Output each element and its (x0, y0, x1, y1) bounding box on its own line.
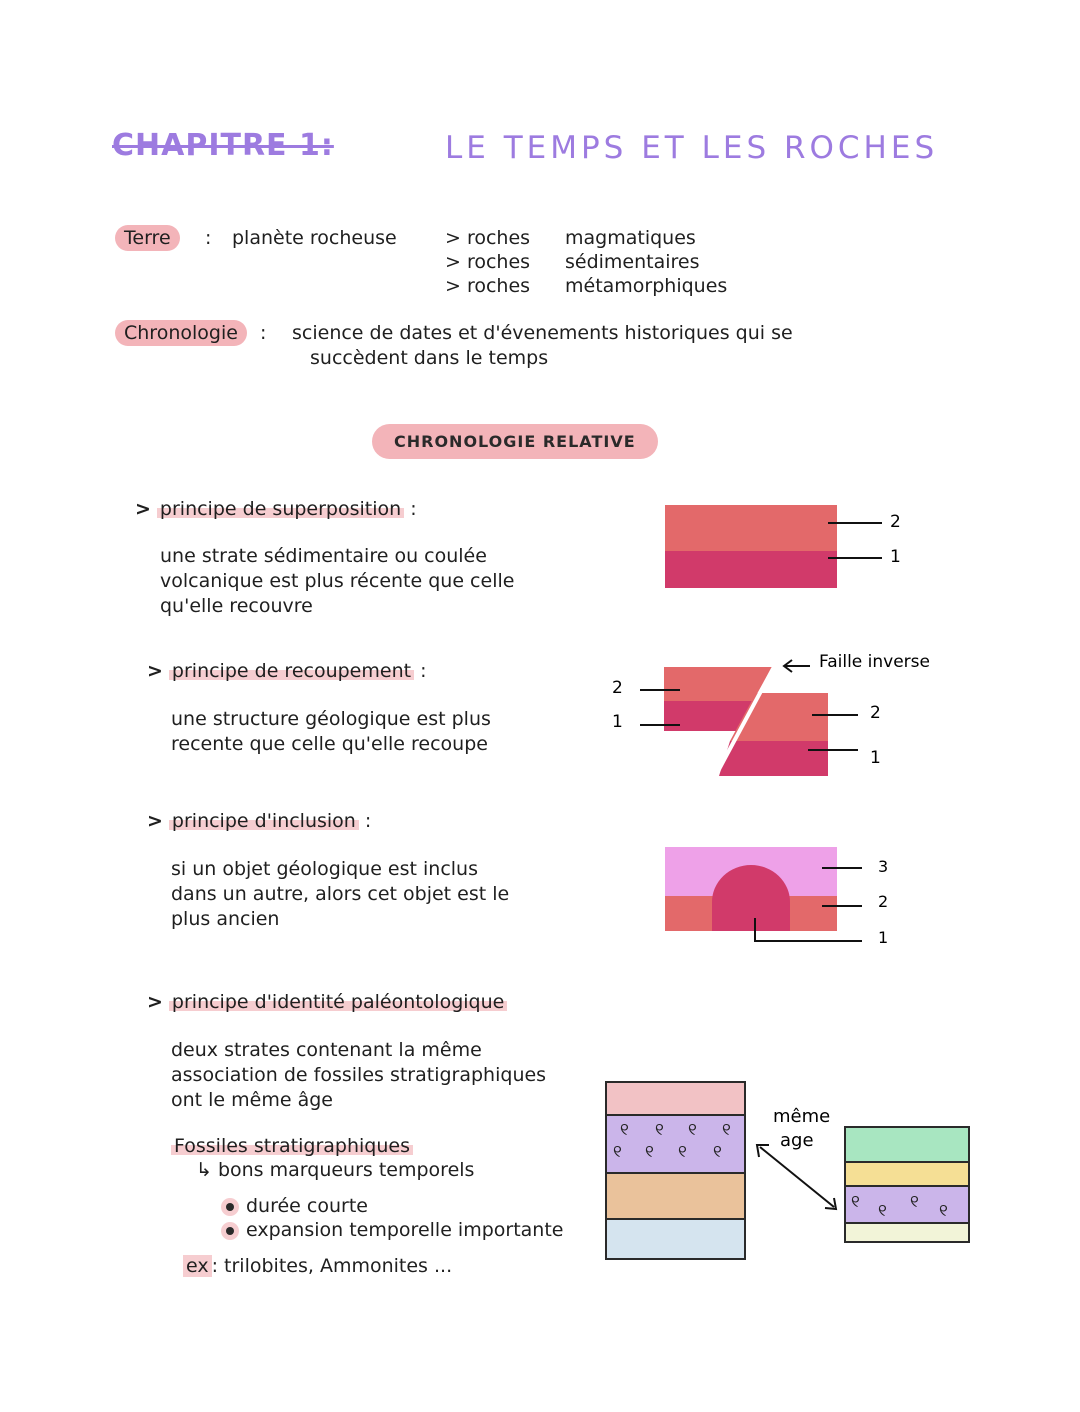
svg-text:୧: ୧ (851, 1192, 860, 1212)
label-2: 2 (890, 512, 901, 532)
example-line: ex : trilobites, Ammonites ... (183, 1254, 452, 1278)
right-strata-yellow (845, 1162, 969, 1186)
right-strata-cream (845, 1223, 969, 1242)
chronologie-line1: science de dates et d'évenements historiques qui se (292, 322, 793, 344)
chronologie-sep: : (260, 322, 267, 344)
section-title: CHRONOLOGIE RELATIVE (372, 424, 658, 459)
right-label-2: 2 (870, 703, 881, 723)
svg-text:୧: ୧ (722, 1120, 731, 1140)
label-1: 1 (890, 547, 901, 567)
fossiles-subtitle: ↳ bons marqueurs temporels (196, 1159, 475, 1181)
chapter-label: CHAPITRE 1: (112, 128, 334, 163)
svg-text:୧: ୧ (910, 1192, 919, 1212)
svg-text:୧: ୧ (620, 1120, 629, 1140)
identite-diagram (600, 1075, 980, 1270)
svg-text:୧: ୧ (713, 1142, 722, 1162)
label-3: 3 (878, 857, 889, 876)
terre-definition: planète rocheuse (232, 227, 397, 249)
svg-text:୧: ୧ (655, 1120, 664, 1140)
inclusion-text: si un objet géologique est inclus dans un autre, alors cet objet est le plus ancien (171, 858, 510, 930)
svg-text:୧: ୧ (878, 1201, 887, 1221)
recoupement-diagram (600, 645, 960, 790)
strata-2 (665, 505, 837, 551)
right-label-1: 1 (870, 748, 881, 768)
left-label-2: 2 (612, 678, 623, 698)
left-strata-blue (606, 1219, 745, 1259)
svg-text:୧: ୧ (613, 1142, 622, 1162)
same-age-label-1: même (773, 1106, 831, 1127)
inclusion-heading: > principe d'inclusion : (147, 810, 372, 832)
identite-heading: > principe d'identité paléontologique (147, 990, 507, 1014)
bullet-item: expansion temporelle importante (226, 1218, 564, 1242)
label-2: 2 (878, 892, 889, 911)
terre-sep: : (205, 227, 212, 249)
svg-text:୧: ୧ (645, 1142, 654, 1162)
svg-text:୧: ୧ (678, 1142, 687, 1162)
rock-item: > roches métamorphiques (445, 275, 728, 297)
rock-item: > roches sédimentaires (445, 251, 700, 273)
recoupement-heading: > principe de recoupement : (147, 660, 427, 682)
chronologie-line2: succèdent dans le temps (310, 347, 549, 369)
fault-label: Faille inverse (819, 652, 930, 672)
same-age-arrow (760, 1147, 834, 1207)
left-strata-top (606, 1082, 745, 1115)
terre-term: Terre (115, 226, 180, 250)
rock-list (445, 226, 727, 298)
superposition-heading: > principe de superposition : (135, 498, 417, 520)
left-strata-orange (606, 1173, 745, 1219)
left-strata-1-b (664, 713, 743, 731)
fossiles-title: Fossiles stratigraphiques (171, 1134, 413, 1158)
bullet-item: durée courte (226, 1194, 564, 1218)
superposition-text: une strate sédimentaire ou coulée volcanique est plus récente que celle qu'elle recouvre (160, 545, 515, 617)
right-strata-fossils (845, 1186, 969, 1223)
left-label-1: 1 (612, 712, 623, 732)
identite-text: deux strates contenant la même association de fossiles stratigraphiques ont le même âge (171, 1039, 547, 1111)
rock-item: > roches magmatiques (445, 227, 696, 249)
page-title: LE TEMPS ET LES ROCHES (445, 130, 939, 166)
strata-1 (665, 551, 837, 588)
same-age-label-2: age (780, 1130, 814, 1151)
right-strata-green (845, 1127, 969, 1162)
fossiles-bullets (226, 1194, 564, 1242)
label-1: 1 (878, 928, 889, 947)
recoupement-text: une structure géologique est plus recente que celle qu'elle recoupe (171, 708, 491, 755)
chronologie-term: Chronologie (115, 321, 247, 345)
svg-text:୧: ୧ (688, 1120, 697, 1140)
right-strata-1 (719, 741, 828, 776)
arrow-head (757, 1145, 769, 1157)
inclusion-diagram (650, 840, 910, 955)
svg-text:୧: ୧ (939, 1201, 948, 1221)
superposition-diagram (650, 495, 930, 605)
